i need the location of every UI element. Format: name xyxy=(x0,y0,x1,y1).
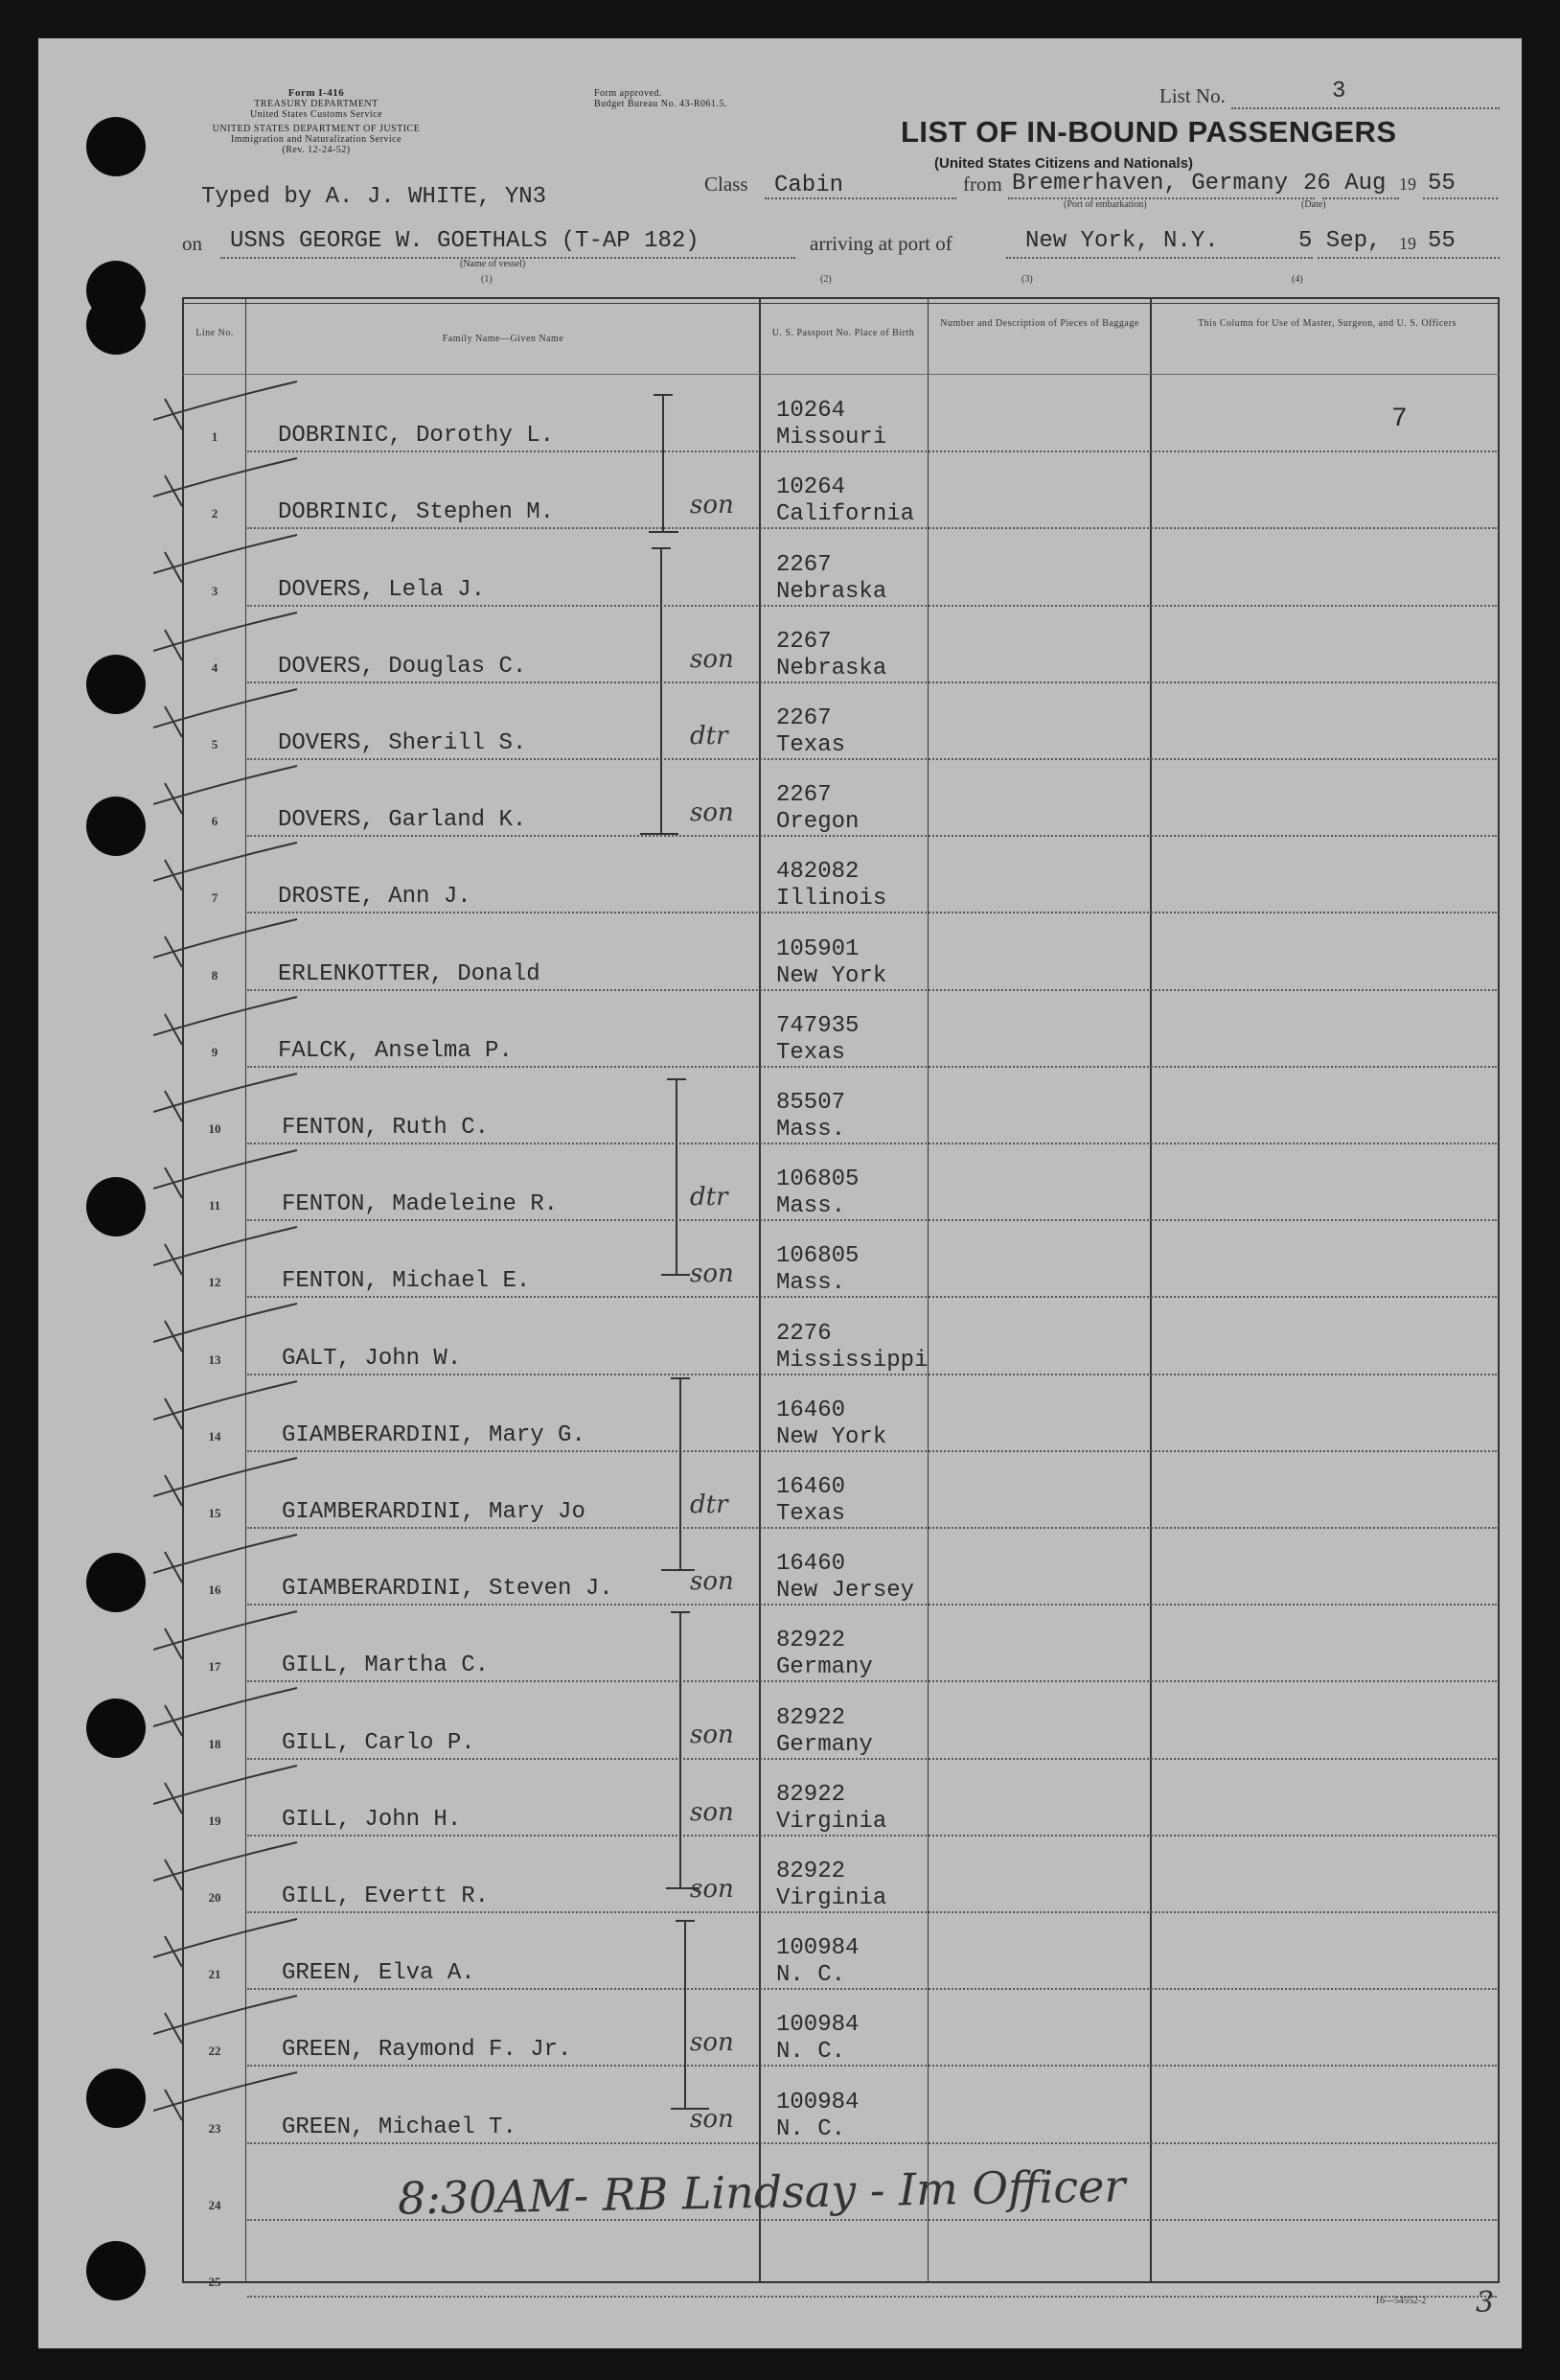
passenger-name: DROSTE, Ann J. xyxy=(278,884,471,911)
class-value: Cabin xyxy=(774,173,844,198)
line-number: 7 xyxy=(211,890,218,906)
line-number: 11 xyxy=(208,1198,221,1213)
relation-note: son xyxy=(690,2105,734,2135)
place-of-birth: Oregon xyxy=(776,809,860,836)
passport-number: 85507 xyxy=(776,1089,846,1116)
form-number: Form I-416 xyxy=(287,87,345,99)
page-subtitle: (United States Citizens and Nationals) xyxy=(934,155,1194,172)
embark-year: 55 xyxy=(1428,171,1456,196)
col-line-header: Line No. xyxy=(195,328,234,338)
passenger-name: FALCK, Anselma P. xyxy=(278,1037,513,1064)
passport-number: 2276 xyxy=(776,1320,832,1347)
place-of-birth: Texas xyxy=(776,1039,846,1066)
family-bracket-marks xyxy=(38,38,1522,2348)
relation-note: son xyxy=(690,491,734,520)
passenger-name: GIAMBERARDINI, Mary G. xyxy=(282,1421,585,1448)
place-of-birth: Illinois xyxy=(776,886,887,913)
place-of-birth: Missouri xyxy=(776,425,887,451)
place-of-birth: Mass. xyxy=(776,1193,846,1220)
line-number: 4 xyxy=(211,659,218,675)
arrival-year: 55 xyxy=(1428,228,1456,254)
passport-number: 2267 xyxy=(776,782,832,809)
officer-note: 7 xyxy=(1391,404,1408,434)
port-caption: (Port of embarkation) xyxy=(1064,199,1147,210)
footer-code: 16—54552-2 xyxy=(1375,2296,1427,2306)
place-of-birth: Texas xyxy=(776,1500,846,1527)
col-officers-header: This Column for Use of Master, Surgeon, and U. S. Officers xyxy=(1198,318,1457,329)
place-of-birth: New Jersey xyxy=(776,1578,915,1605)
line-number: 16 xyxy=(208,1583,221,1598)
from-label: from xyxy=(963,173,1002,196)
line-number: 19 xyxy=(208,1813,221,1828)
col-cap-1: (1) xyxy=(481,274,493,285)
passenger-name: DOBRINIC, Stephen M. xyxy=(278,499,555,526)
passport-number: 100984 xyxy=(776,2012,860,2039)
arrival-date: 5 Sep, xyxy=(1298,228,1382,254)
vessel-caption: (Name of vessel) xyxy=(460,259,526,269)
place-of-birth: Germany xyxy=(776,1731,873,1758)
col-passport-header: U. S. Passport No. Place of Birth xyxy=(771,328,915,338)
passenger-name: GREEN, Raymond F. Jr. xyxy=(282,2037,572,2064)
customs-service: United States Customs Service xyxy=(249,109,383,120)
passport-number: 106805 xyxy=(776,1243,860,1270)
passenger-name: DOBRINIC, Dorothy L. xyxy=(278,423,555,450)
line-number: 21 xyxy=(208,1967,221,1982)
line-number: 9 xyxy=(211,1044,218,1059)
passport-number: 10264 xyxy=(776,474,846,501)
place-of-birth: N. C. xyxy=(776,2115,846,2142)
passenger-name: GIAMBERARDINI, Mary Jo xyxy=(282,1498,585,1525)
line-number: 13 xyxy=(208,1352,221,1367)
line-number: 8 xyxy=(211,967,218,982)
passenger-name: FENTON, Ruth C. xyxy=(282,1114,490,1141)
relation-note: son xyxy=(690,1259,734,1289)
date-caption: (Date) xyxy=(1301,199,1326,210)
arrival-year-prefix: 19 xyxy=(1399,234,1416,253)
place-of-birth: Virginia xyxy=(776,1884,887,1911)
line-number: 14 xyxy=(208,1428,221,1444)
class-label: Class xyxy=(704,173,748,196)
typed-by: Typed by A. J. WHITE, YN3 xyxy=(201,184,547,210)
relation-note: son xyxy=(690,1567,734,1596)
line-number: 1 xyxy=(211,429,218,445)
passenger-name: GREEN, Elva A. xyxy=(282,1960,475,1987)
budget-bureau: Budget Bureau No. 43-R061.5. xyxy=(594,99,727,109)
passenger-name: GIAMBERARDINI, Steven J. xyxy=(282,1576,613,1603)
passport-number: 105901 xyxy=(776,936,860,962)
passenger-name: ERLENKOTTER, Donald xyxy=(278,960,540,987)
passport-number: 10264 xyxy=(776,398,846,425)
place-of-birth: Texas xyxy=(776,731,846,758)
place-of-birth: New York xyxy=(776,962,887,989)
passenger-name: FENTON, Michael E. xyxy=(282,1268,531,1295)
line-number: 12 xyxy=(208,1275,221,1290)
col-baggage-header: Number and Description of Pieces of Baggage xyxy=(940,318,1139,329)
place-of-birth: Virginia xyxy=(776,1808,887,1835)
relation-note: dtr xyxy=(690,721,728,751)
col-cap-3: (3) xyxy=(1021,274,1033,285)
manifest-sheet xyxy=(38,38,1522,2348)
passenger-name: GILL, Evertt R. xyxy=(282,1883,490,1909)
line-number: 20 xyxy=(208,1889,221,1905)
place-of-birth: N. C. xyxy=(776,1962,846,1989)
passenger-name: GILL, Martha C. xyxy=(282,1652,490,1679)
year-prefix: 19 xyxy=(1399,174,1416,194)
relation-note: dtr xyxy=(690,1183,728,1212)
line-number: 15 xyxy=(208,1505,221,1520)
line-number: 5 xyxy=(211,736,218,751)
place-of-birth: Mississippi xyxy=(776,1347,929,1374)
place-of-birth: Nebraska xyxy=(776,578,887,605)
col-cap-4: (4) xyxy=(1292,274,1303,285)
arriving-label: arriving at port of xyxy=(810,232,952,255)
passenger-name: DOVERS, Garland K. xyxy=(278,807,527,834)
line-number: 18 xyxy=(208,1736,221,1751)
page-title: LIST OF IN-BOUND PASSENGERS xyxy=(901,115,1397,149)
passport-number: 82922 xyxy=(776,1628,846,1654)
place-of-birth: Mass. xyxy=(776,1116,846,1143)
line-number: 24 xyxy=(208,2197,221,2212)
passport-number: 82922 xyxy=(776,1858,846,1884)
relation-note: son xyxy=(690,2028,734,2058)
passport-number: 100984 xyxy=(776,2089,860,2115)
place-of-birth: New York xyxy=(776,1423,887,1450)
line-number: 22 xyxy=(208,2044,221,2059)
passport-number: 16460 xyxy=(776,1473,846,1500)
relation-note: dtr xyxy=(690,1490,728,1519)
relation-note: son xyxy=(690,1874,734,1904)
line-number: 23 xyxy=(208,2120,221,2136)
on-label: on xyxy=(182,232,202,255)
passport-number: 482082 xyxy=(776,859,860,886)
ins-service: Immigration and Naturalization Service xyxy=(230,134,402,145)
list-no-value: 3 xyxy=(1332,79,1346,104)
passenger-name: GREEN, Michael T. xyxy=(282,2114,516,2140)
passport-number: 82922 xyxy=(776,1781,846,1808)
passport-number: 2267 xyxy=(776,705,832,731)
passport-number: 747935 xyxy=(776,1012,860,1039)
passport-number: 16460 xyxy=(776,1397,846,1423)
passport-number: 82922 xyxy=(776,1704,846,1731)
col-name-header: Family Name—Given Name xyxy=(442,334,564,344)
vessel-name: USNS GEORGE W. GOETHALS (T-AP 182) xyxy=(230,228,700,254)
line-number: 25 xyxy=(208,2274,221,2289)
justice-dept: UNITED STATES DEPARTMENT OF JUSTICE xyxy=(212,124,421,134)
passport-number: 106805 xyxy=(776,1167,860,1193)
passenger-name: DOVERS, Sherill S. xyxy=(278,729,527,756)
line-number: 6 xyxy=(211,814,218,829)
place-of-birth: Nebraska xyxy=(776,655,887,682)
treasury-dept: TREASURY DEPARTMENT xyxy=(254,99,379,109)
passport-number: 16460 xyxy=(776,1551,846,1578)
list-no-label: List No. xyxy=(1159,84,1226,107)
passport-number: 2267 xyxy=(776,551,832,578)
passenger-name: GILL, Carlo P. xyxy=(282,1729,475,1756)
passenger-name: GILL, John H. xyxy=(282,1806,462,1833)
col-cap-2: (2) xyxy=(820,274,832,285)
passenger-name: DOVERS, Lela J. xyxy=(278,576,486,603)
relation-note: son xyxy=(690,644,734,674)
passenger-name: DOVERS, Douglas C. xyxy=(278,653,527,680)
handwritten-signoff: 8:30AM- RB Lindsay - Im Officer xyxy=(397,2160,1126,2225)
passport-number: 2267 xyxy=(776,628,832,655)
relation-note: son xyxy=(690,1797,734,1827)
place-of-birth: Germany xyxy=(776,1654,873,1681)
port-of-embarkation: Bremerhaven, Germany xyxy=(1012,171,1289,196)
passenger-name: GALT, John W. xyxy=(282,1345,462,1372)
passenger-name: FENTON, Madeleine R. xyxy=(282,1191,559,1218)
embark-date: 26 Aug xyxy=(1303,171,1387,196)
line-number: 2 xyxy=(211,506,218,521)
relation-note: son xyxy=(690,1721,734,1750)
place-of-birth: California xyxy=(776,501,915,528)
passport-number: 100984 xyxy=(776,1935,860,1962)
place-of-birth: N. C. xyxy=(776,2039,846,2066)
line-number: 10 xyxy=(208,1121,221,1136)
form-approved: Form approved. xyxy=(594,88,662,99)
revision: (Rev. 12-24-52) xyxy=(282,145,351,155)
line-number: 3 xyxy=(211,583,218,598)
page-mark: 3 xyxy=(1476,2286,1495,2320)
relation-note: son xyxy=(690,798,734,827)
line-number: 17 xyxy=(208,1659,221,1675)
arrival-port: New York, N.Y. xyxy=(1025,228,1219,254)
place-of-birth: Mass. xyxy=(776,1270,846,1297)
